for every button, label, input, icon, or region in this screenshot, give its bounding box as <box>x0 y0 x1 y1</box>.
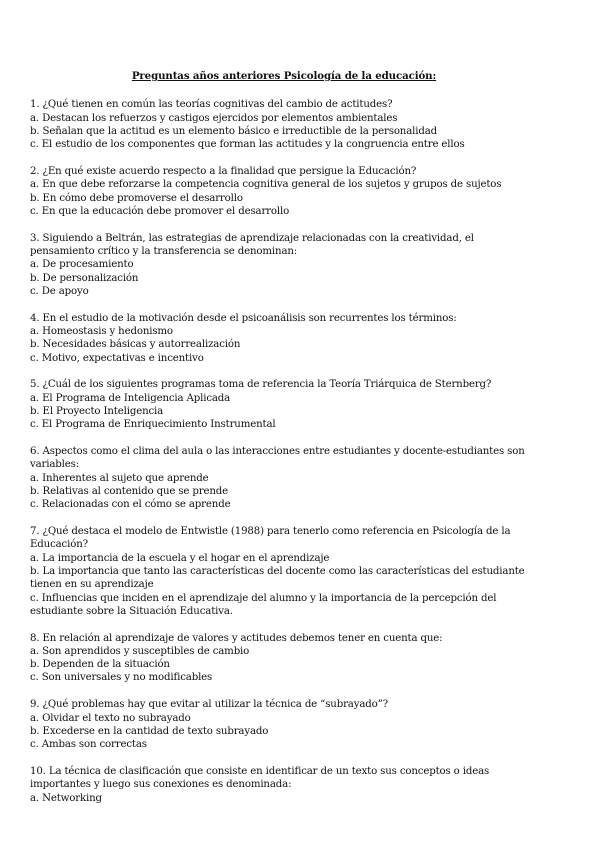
option-a: a. Networking <box>30 792 102 804</box>
question-4 <box>30 312 538 365</box>
question-text: 4. En el estudio de la motivación desde el psicoanálisis son recurrentes los términos: <box>30 312 457 324</box>
question-6 <box>30 445 538 511</box>
option-a: a. Homeostasis y hedonismo <box>30 325 173 337</box>
option-c: c. Relacionadas con el cómo se aprende <box>30 499 231 511</box>
option-b: b. Excederse en la cantidad de texto subrayado <box>30 725 269 737</box>
option-c: c. El Programa de Enriquecimiento Instrumental <box>30 419 276 431</box>
option-c: c. Influencias que inciden en el aprendizaje del alumno y la importancia de la percepción del estudiante sobre la Situación Educativa. <box>30 592 497 617</box>
option-b: b. La importancia que tanto las características del docente como las características del estudiante tienen en su aprendizaje <box>30 565 525 591</box>
question-text: 10. La técnica de clasificación que consiste en identificar de un texto sus conceptos o ideas importantes y luego sus conexiones es denominada: <box>30 765 490 791</box>
option-a: a. Olvidar el texto no subrayado <box>30 712 191 724</box>
option-a: a. El Programa de Inteligencia Aplicada <box>30 392 231 404</box>
question-7 <box>30 525 538 618</box>
option-b: b. Relativas al contenido que se prende <box>30 485 229 497</box>
option-a: a. Destacan los refuerzos y castigos ejercidos por elementos ambientales <box>30 112 398 124</box>
option-b: b. De personalización <box>30 272 139 284</box>
option-c: c. En que la educación debe promover el desarrollo <box>30 205 290 217</box>
question-1 <box>30 98 538 151</box>
question-10 <box>30 765 538 805</box>
option-a: a. Inherentes al sujeto que aprende <box>30 472 209 484</box>
option-c: c. Motivo, expectativas e incentivo <box>30 352 204 364</box>
question-5 <box>30 378 538 431</box>
option-b: b. El Proyecto Inteligencia <box>30 405 164 417</box>
question-text: 6. Aspectos como el clima del aula o las interacciones entre estudiantes y docente-estudiantes son variables: <box>30 446 525 471</box>
option-b: b. Señalan que la actitud es un elemento básico e irreductible de la personalidad <box>30 125 438 137</box>
question-text: 7. ¿Qué destaca el modelo de Entwistle (1988) para tenerlo como referencia en Psicología de la Educación? <box>30 526 511 551</box>
option-c: c. El estudio de los componentes que forman las actitudes y la congruencia entre ellos <box>30 139 465 151</box>
question-8 <box>30 632 538 685</box>
option-a: a. Son aprendidos y susceptibles de cambio <box>30 645 250 657</box>
question-3 <box>30 232 538 298</box>
question-9 <box>30 698 538 751</box>
option-b: b. En cómo debe promoverse el desarrollo <box>30 192 243 204</box>
option-c: c. Son universales y no modificables <box>30 672 213 684</box>
option-c: c. Ambas son correctas <box>30 739 147 751</box>
option-a: a. En que debe reforzarse la competencia cognitiva general de los sujetos y grupos de sujetos <box>30 179 502 191</box>
option-b: b. Dependen de la situación <box>30 659 170 671</box>
question-text: 9. ¿Qué problemas hay que evitar al utilizar la técnica de “subrayado”? <box>30 699 388 711</box>
question-text: 1. ¿Qué tienen en común las teorías cognitivas del cambio de actitudes? <box>30 99 393 111</box>
option-c: c. De apoyo <box>30 285 89 297</box>
question-text: 8. En relación al aprendizaje de valores y actitudes debemos tener en cuenta que: <box>30 632 443 644</box>
question-text: 2. ¿En qué existe acuerdo respecto a la finalidad que persigue la Educación? <box>30 165 417 177</box>
option-a: a. La importancia de la escuela y el hogar en el aprendizaje <box>30 552 330 564</box>
option-a: a. De procesamiento <box>30 259 134 271</box>
question-text: 3. Siguiendo a Beltrán, las estrategias de aprendizaje relacionadas con la creatividad, el pensamiento crítico y la transferencia se denominan: <box>30 232 474 257</box>
page-title: Preguntas años anteriores Psicología de la educación: <box>131 70 437 82</box>
question-text: 5. ¿Cuál de los siguientes programas toma de referencia la Teoría Triárquica de Sternberg? <box>30 379 492 391</box>
option-b: b. Necesidades básicas y autorrealización <box>30 339 241 351</box>
question-2 <box>30 165 538 218</box>
